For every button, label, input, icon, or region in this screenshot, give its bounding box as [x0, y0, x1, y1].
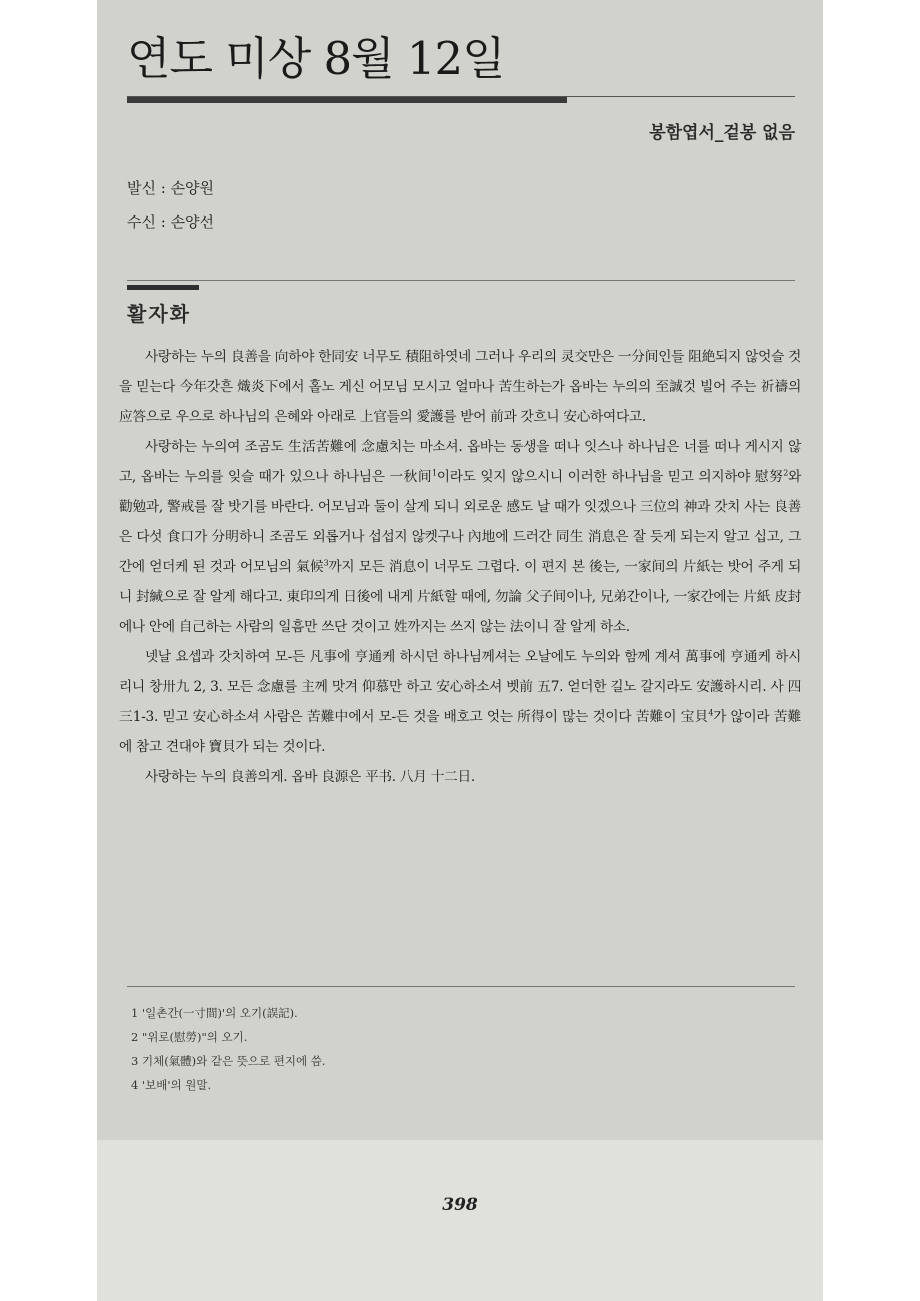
- footnote-item: 1 '일촌간(一寸間)'의 오기(誤記).: [131, 1006, 298, 1020]
- footnote-ref: 1: [432, 468, 437, 478]
- text-run: 넷날 요셉과 갓치하여 모-든 凡事에 亨通케 하시던 하나님께셔는 오날에도 누의와 함께 계셔 萬事에 亨通케 하시리니 창卅九 2, 3. 모든 念慮를 主께 맛겨 仰慕만 하고 安心하소셔 벳前 五7. 얻더한 길노 갈지라도 安護하시리. 사 四三1-3. 믿고 安心하소셔 사람은 苦難中에서 모-든 것을 배호고 엇는 所得이 많는 것이다 苦難이 宝貝: [119, 649, 801, 725]
- text-run: 와 勸勉과, 警戒를 잘 밧기를 바란다. 어모님과 둘이 살게 되니 외로운 感도 날 때가 잇겠으나 三位의 神과 갓치 사는 良善은 다섯 食口가 分明하니 조곰도 외롭거나 섭섭지 않켓구나 內地에 드러간 同生 消息은 잘 듯게 되는지 알고 십고, 그간에 얻더케 된 것과 어모님의 氣候: [119, 469, 801, 575]
- footnote-rule: [127, 986, 795, 987]
- sender-line: 발신 : 손양원: [127, 179, 215, 197]
- footnote-ref: 2: [783, 468, 789, 478]
- receiver-line: 수신 : 손양선: [127, 213, 215, 231]
- paragraph-2: [119, 432, 801, 642]
- paragraph-3: [119, 642, 801, 762]
- text-run: 사랑하는 누의 良善을 向하야 한同安 너무도 積阻하엿네 그러나 우리의 灵交만은 一分间인들 阻絶되지 않엇슬 것을 믿는다 今年갓흔 熾炎下에서 홀노 게신 어모님 모시고 얼마나 苦生하는가 옵바는 누의의 至誠것 빌어 주는 祈禱의 应答으로 우으로 하나님의 은혜와 아래로 上官들의 愛護를 받어 前과 갓흐니 安心하여다고.: [119, 349, 801, 425]
- page-number: 398: [442, 1195, 478, 1215]
- letter-subtitle: 봉함엽서_겉봉 없음: [649, 123, 795, 143]
- text-run: 까지 모든 消息이 너무도 그렵다. 이 편지 본 後는, 一家间의 片紙는 밧어 주게 되니 封緘으로 잘 알게 해다고. 東印의게 日後에 내게 片紙할 때에, 勿論 父子间이나, 兄弟간이나, 一家간에는 片紙 皮封에나 안에 自己하는 사람의 일흠만 쓰단 것이고 姓까지는 쓰지 않는 法이니 잘 알게 하소.: [119, 559, 801, 635]
- paragraph-1: [119, 342, 801, 432]
- footnote-item: 4 '보배'의 원말.: [131, 1078, 212, 1092]
- footnote-ref: 3: [323, 558, 329, 568]
- letter-body: [119, 342, 801, 792]
- footnote-item: 3 기체(氣體)와 같은 뜻으로 편지에 씀.: [131, 1054, 326, 1068]
- section-title: 활자화: [127, 302, 191, 326]
- section-rule-thick: [127, 285, 199, 290]
- text-run: 가 않이라 苦難에 참고 견대야 寶貝가 되는 것이다.: [119, 709, 801, 755]
- paragraph-4: [119, 762, 801, 792]
- footnotes: [131, 1001, 326, 1097]
- book-page: [97, 0, 823, 1301]
- footnote-item: 2 "위로(慰勞)"의 오기.: [131, 1030, 248, 1044]
- text-run: 이라도 잊지 않으시니 이러한 하나님을 믿고 의지하야 慰努: [436, 469, 784, 485]
- page-bottom-area: [97, 1140, 823, 1301]
- page-title: 연도 미상 8월 12일: [127, 32, 505, 85]
- section-rule-thin: [127, 280, 795, 281]
- footnote-ref: 4: [708, 708, 714, 718]
- text-run: 사랑하는 누의여 조곰도 生活苦難에 念慮치는 마소셔. 옵바는 동생을 떠나 잇스나 하나님은 너를 떠나 게시지 않고, 옵바는 누의를 잊슬 때가 있으나 하나님은 一秋间: [119, 439, 801, 485]
- title-rule-thick: [127, 97, 567, 103]
- text-run: 사랑하는 누의 良善의게. 옵바 良源은 平书. 八月 十二日.: [145, 769, 475, 785]
